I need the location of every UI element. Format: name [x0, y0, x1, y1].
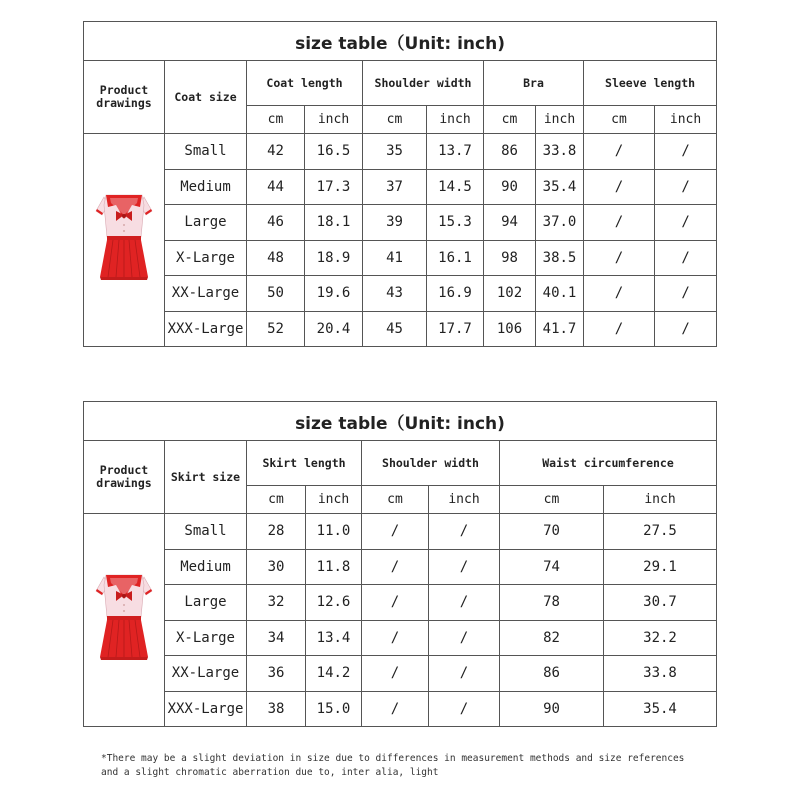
- value-cell: /: [429, 585, 500, 621]
- unit-header: cm: [484, 106, 536, 134]
- value-cell: 18.1: [305, 205, 363, 241]
- value-cell: 78: [500, 585, 604, 621]
- unit-header: inch: [655, 106, 717, 134]
- value-cell: 14.5: [427, 169, 484, 205]
- value-cell: /: [362, 549, 429, 585]
- value-cell: 13.4: [306, 620, 362, 656]
- sailor-dress-icon: [94, 565, 154, 675]
- value-cell: 98: [484, 240, 536, 276]
- value-cell: /: [429, 514, 500, 550]
- value-cell: 74: [500, 549, 604, 585]
- value-cell: /: [429, 620, 500, 656]
- value-cell: 30: [247, 549, 306, 585]
- size-cell: Small: [165, 134, 247, 170]
- value-cell: /: [584, 205, 655, 241]
- value-cell: /: [584, 240, 655, 276]
- coat-size-header: Coat size: [165, 61, 247, 134]
- value-cell: 16.9: [427, 276, 484, 312]
- value-cell: /: [655, 169, 717, 205]
- size-cell: X-Large: [165, 620, 247, 656]
- table-row: [84, 276, 717, 312]
- size-cell: Medium: [165, 169, 247, 205]
- unit-header: inch: [536, 106, 584, 134]
- value-cell: 17.3: [305, 169, 363, 205]
- value-cell: /: [655, 205, 717, 241]
- table-row: [84, 169, 717, 205]
- size-cell: Small: [165, 514, 247, 550]
- unit-header: inch: [427, 106, 484, 134]
- value-cell: 45: [363, 311, 427, 347]
- skirt-size-header: Skirt size: [165, 441, 247, 514]
- value-cell: 86: [484, 134, 536, 170]
- value-cell: /: [584, 311, 655, 347]
- value-cell: 94: [484, 205, 536, 241]
- group-header: Sleeve length: [584, 61, 717, 106]
- product-drawings-header: Product drawings: [84, 441, 165, 514]
- value-cell: /: [584, 169, 655, 205]
- value-cell: /: [362, 691, 429, 727]
- unit-header: cm: [247, 486, 306, 514]
- value-cell: 50: [247, 276, 305, 312]
- size-cell: X-Large: [165, 240, 247, 276]
- table-title: size table（Unit: inch): [84, 402, 717, 441]
- value-cell: 70: [500, 514, 604, 550]
- value-cell: 16.1: [427, 240, 484, 276]
- sailor-dress-icon: [94, 185, 154, 295]
- size-cell: XXX-Large: [165, 691, 247, 727]
- table-title: size table（Unit: inch): [84, 22, 717, 61]
- unit-header: inch: [604, 486, 717, 514]
- value-cell: 48: [247, 240, 305, 276]
- value-cell: 30.7: [604, 585, 717, 621]
- value-cell: 42: [247, 134, 305, 170]
- unit-header: cm: [584, 106, 655, 134]
- table-row: [84, 656, 717, 692]
- value-cell: 38.5: [536, 240, 584, 276]
- group-header: Skirt length: [247, 441, 362, 486]
- product-image: [84, 514, 165, 727]
- footnote: *There may be a slight deviation in size due to differences in measurement methods and size references and a slight chromatic aberration due to, inter alia, light: [101, 753, 685, 778]
- value-cell: 33.8: [604, 656, 717, 692]
- value-cell: /: [362, 656, 429, 692]
- unit-header: cm: [500, 486, 604, 514]
- value-cell: 86: [500, 656, 604, 692]
- group-header: Shoulder width: [362, 441, 500, 486]
- table-row: [84, 134, 717, 170]
- value-cell: /: [362, 620, 429, 656]
- value-cell: 15.0: [306, 691, 362, 727]
- value-cell: 13.7: [427, 134, 484, 170]
- value-cell: /: [362, 514, 429, 550]
- size-cell: XX-Large: [165, 656, 247, 692]
- value-cell: 52: [247, 311, 305, 347]
- size-cell: Medium: [165, 549, 247, 585]
- value-cell: 39: [363, 205, 427, 241]
- value-cell: 40.1: [536, 276, 584, 312]
- value-cell: 90: [500, 691, 604, 727]
- value-cell: /: [655, 276, 717, 312]
- value-cell: 12.6: [306, 585, 362, 621]
- value-cell: 44: [247, 169, 305, 205]
- value-cell: /: [584, 134, 655, 170]
- value-cell: /: [429, 549, 500, 585]
- value-cell: 36: [247, 656, 306, 692]
- value-cell: 16.5: [305, 134, 363, 170]
- value-cell: /: [584, 276, 655, 312]
- table-row: [84, 311, 717, 347]
- value-cell: 102: [484, 276, 536, 312]
- group-header: Shoulder width: [363, 61, 484, 106]
- value-cell: 35.4: [536, 169, 584, 205]
- value-cell: /: [429, 691, 500, 727]
- unit-header: inch: [305, 106, 363, 134]
- value-cell: 29.1: [604, 549, 717, 585]
- value-cell: 106: [484, 311, 536, 347]
- value-cell: 37: [363, 169, 427, 205]
- product-drawings-header: Product drawings: [84, 61, 165, 134]
- value-cell: /: [655, 240, 717, 276]
- unit-header: cm: [362, 486, 429, 514]
- unit-header: cm: [363, 106, 427, 134]
- coat-size-table: [83, 21, 717, 347]
- value-cell: 33.8: [536, 134, 584, 170]
- table-row: [84, 514, 717, 550]
- value-cell: 17.7: [427, 311, 484, 347]
- value-cell: 41.7: [536, 311, 584, 347]
- skirt-size-table: [83, 401, 717, 727]
- value-cell: 82: [500, 620, 604, 656]
- value-cell: 35: [363, 134, 427, 170]
- value-cell: 43: [363, 276, 427, 312]
- value-cell: 41: [363, 240, 427, 276]
- value-cell: 28: [247, 514, 306, 550]
- group-header: Waist circumference: [500, 441, 717, 486]
- value-cell: 38: [247, 691, 306, 727]
- value-cell: 11.8: [306, 549, 362, 585]
- value-cell: /: [655, 134, 717, 170]
- value-cell: 11.0: [306, 514, 362, 550]
- value-cell: 18.9: [305, 240, 363, 276]
- value-cell: 20.4: [305, 311, 363, 347]
- table-row: [84, 549, 717, 585]
- unit-header: inch: [306, 486, 362, 514]
- table-row: [84, 205, 717, 241]
- value-cell: 32.2: [604, 620, 717, 656]
- group-header: Bra: [484, 61, 584, 106]
- group-header: Coat length: [247, 61, 363, 106]
- product-image: [84, 134, 165, 347]
- size-cell: XXX-Large: [165, 311, 247, 347]
- value-cell: /: [429, 656, 500, 692]
- value-cell: 37.0: [536, 205, 584, 241]
- unit-header: cm: [247, 106, 305, 134]
- value-cell: 32: [247, 585, 306, 621]
- value-cell: 34: [247, 620, 306, 656]
- table-row: [84, 240, 717, 276]
- unit-header: inch: [429, 486, 500, 514]
- value-cell: 46: [247, 205, 305, 241]
- size-cell: XX-Large: [165, 276, 247, 312]
- value-cell: /: [362, 585, 429, 621]
- table-row: [84, 585, 717, 621]
- value-cell: 14.2: [306, 656, 362, 692]
- value-cell: /: [655, 311, 717, 347]
- value-cell: 19.6: [305, 276, 363, 312]
- table-row: [84, 620, 717, 656]
- value-cell: 35.4: [604, 691, 717, 727]
- value-cell: 27.5: [604, 514, 717, 550]
- value-cell: 90: [484, 169, 536, 205]
- value-cell: 15.3: [427, 205, 484, 241]
- size-cell: Large: [165, 585, 247, 621]
- table-row: [84, 691, 717, 727]
- size-cell: Large: [165, 205, 247, 241]
